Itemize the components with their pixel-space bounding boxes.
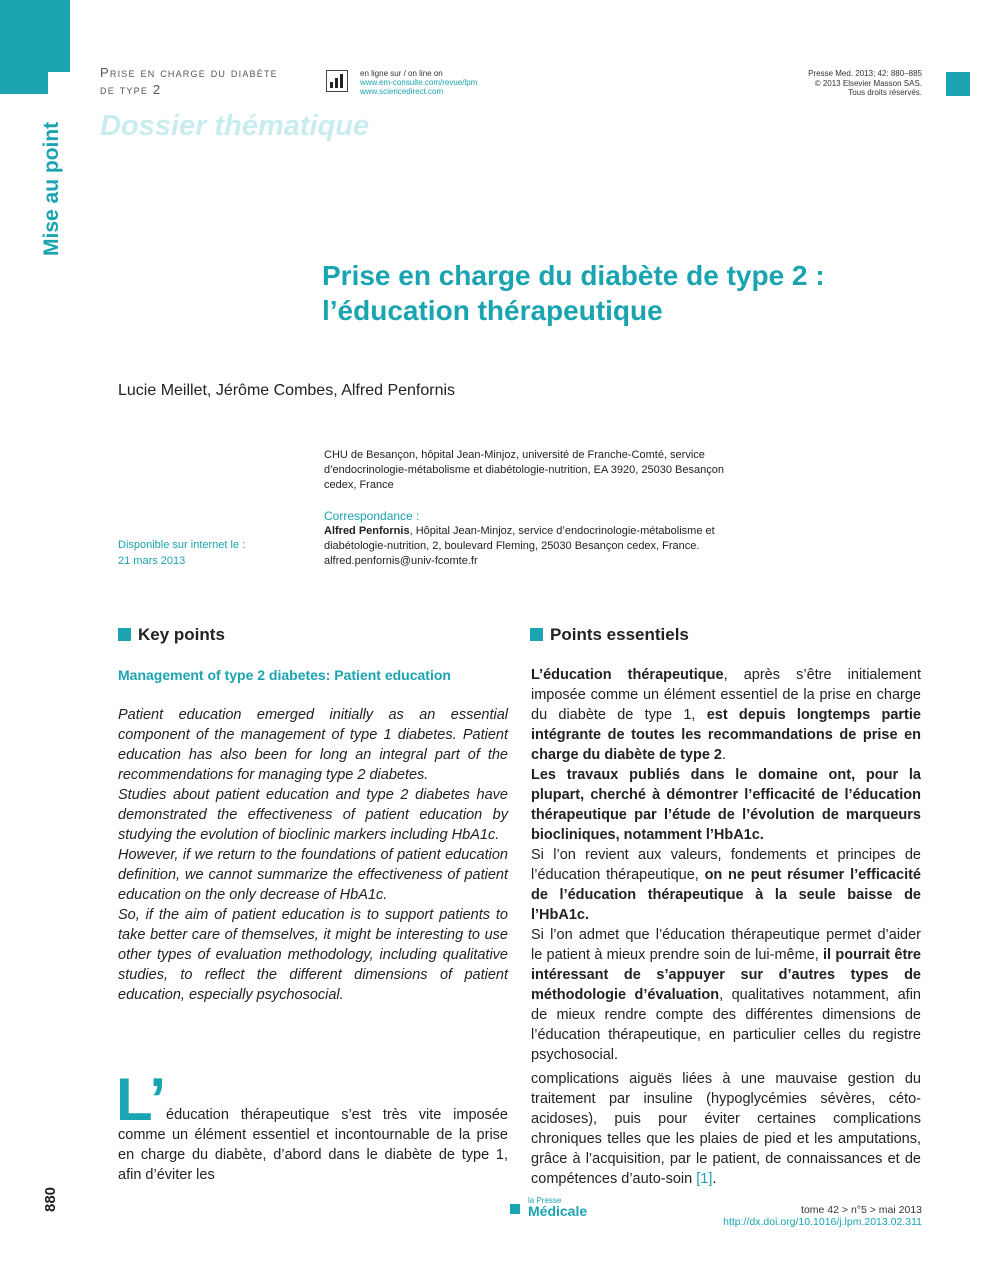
key-points-heading-text: Key points xyxy=(138,625,225,644)
availability xyxy=(118,538,298,569)
key-points-paragraph: So, if the aim of patient education is to support patients to take better care of themselves, it might be interesting to use other types of evaluation methodology, including qualitative studies, to reflect the different dimensions of patient education, especially psychosocial. xyxy=(118,907,508,1003)
key-points-paragraph: Patient education emerged initially as an essential component of the management of type 1 diabetes. Patient education has also been for long an integral part of the recommendations for managing type 2 diabetes. xyxy=(118,707,508,783)
section-label: Dossier thématique xyxy=(100,110,370,142)
corner-block-notch xyxy=(48,72,70,94)
availability-date: 21 mars 2013 xyxy=(118,554,186,567)
article-title-line2: l’éducation thérapeutique xyxy=(322,295,663,326)
points-essentiels-heading xyxy=(530,625,689,645)
em-consulte-link[interactable]: www.em-consulte.com/revue/lpm xyxy=(360,78,478,87)
text: , qualitatives notamment, afin de mieux rendre compte des différentes dimensions de l’éducation thérapeutique, en particulier celles du registre psychosocial. xyxy=(531,987,921,1063)
body-text-right xyxy=(531,1069,921,1189)
text: Si l’on revient aux valeurs, fondements et principes de l’éducation thérapeutique, xyxy=(531,847,921,883)
emphasis: Les travaux publiés dans le domaine ont, pour la plupart, cherché à démontrer l’efficacité de l’éducation thérapeutique par l’étude de l’évolution de marqueurs biocliniques, notamment l’HbA1c. xyxy=(531,767,921,843)
doi-link[interactable]: http://dx.doi.org/10.1016/j.lpm.2013.02.311 xyxy=(723,1216,922,1228)
emphasis: on ne peut résumer l’efficacité de l’éducation thérapeutique à la seule baisse de l’HbA1c. xyxy=(531,867,921,923)
running-title-line1: Prise en charge du diabète xyxy=(100,65,278,80)
emphasis: est depuis longtemps partie intégrante de toutes les recommandations de prise en charge du diabète de type 2 xyxy=(531,707,921,763)
emphasis: L’éducation thérapeutique xyxy=(531,667,724,683)
drop-cap: L’ xyxy=(116,1066,167,1133)
points-essentiels-paragraph xyxy=(531,765,921,845)
text: Si l’on admet que l’éducation thérapeutique permet d’aider le patient à mieux prendre soin de lui-même, xyxy=(531,927,921,963)
key-points-body xyxy=(118,705,508,1005)
square-bullet-icon xyxy=(530,628,543,641)
correspondence-name: Alfred Penfornis xyxy=(324,525,410,537)
copyright: © 2013 Elsevier Masson SAS. xyxy=(814,78,922,88)
article-title xyxy=(322,258,922,328)
online-label: en ligne sur / on line on xyxy=(360,69,443,78)
journal-reference: Presse Med. 2013; 42: 880–885 xyxy=(808,69,922,78)
points-essentiels-paragraph xyxy=(531,665,921,765)
journal-logo xyxy=(528,1195,587,1217)
emphasis: il pourrait être intéressant de s’appuyer sur d’autres types de méthodologie d’évaluation xyxy=(531,947,921,1003)
correspondence-label: Correspondance : xyxy=(324,509,420,523)
logo-small-text: la Presse xyxy=(528,1196,562,1205)
text: . xyxy=(721,747,727,763)
body-text-left xyxy=(118,1105,508,1185)
page-number: 880 xyxy=(42,1186,59,1212)
issue-info: tome 42 > n°5 > mai 2013 xyxy=(801,1204,922,1216)
square-bullet-icon xyxy=(118,628,131,641)
affiliation: CHU de Besançon, hôpital Jean-Minjoz, université de Franche-Comté, service d’endocrinologie-métabolisme et diabétologie-nutrition, EA 3920, 25030 Besançon cedex, France xyxy=(324,449,724,491)
correspondence-address-text: , Hôpital Jean-Minjoz, service d’endocrinologie-métabolisme et diabétologie-nutrition, 2, boulevard Fleming, 25030 Besançon cedex, France. xyxy=(324,525,715,552)
bar-chart-icon xyxy=(326,70,348,92)
running-title xyxy=(100,64,278,98)
article-title-line1: Prise en charge du diabète de type 2 : xyxy=(322,260,825,291)
points-essentiels-heading-text: Points essentiels xyxy=(550,625,689,644)
correspondence-address xyxy=(324,524,744,554)
online-availability xyxy=(360,69,477,96)
running-title-line2: de type 2 xyxy=(100,82,162,97)
logo-square-icon xyxy=(510,1204,520,1214)
body-text-left-content: éducation thérapeutique s’est très vite imposée comme un élément essentiel et incontournable de la prise en charge du diabète, d’abord dans le diabète de type 1, afin d’éviter les xyxy=(118,1107,508,1183)
text: , après s’être initialement imposée comme un élément essentiel de la prise en charge du diabète de type 1, xyxy=(531,667,922,723)
points-essentiels-paragraph xyxy=(531,845,921,925)
points-essentiels-paragraph xyxy=(531,925,921,1065)
logo-big-text: Médicale xyxy=(528,1203,588,1219)
body-text-right-end: . xyxy=(712,1171,717,1187)
authors: Lucie Meillet, Jérôme Combes, Alfred Penfornis xyxy=(118,382,456,399)
rights: Tous droits réservés. xyxy=(848,88,922,97)
sciencedirect-link[interactable]: www.sciencedirect.com xyxy=(360,87,444,96)
reference-link[interactable]: [1] xyxy=(696,1171,713,1187)
availability-label: Disponible sur internet le : xyxy=(118,539,246,551)
key-points-paragraph: However, if we return to the foundations of patient education definition, we cannot summarize the effectiveness of patient education on the only decrease of HbA1c. xyxy=(118,847,508,903)
footer-info xyxy=(640,1204,922,1228)
side-label: Mise au point xyxy=(40,121,63,256)
correspondence-email[interactable]: alfred.penfornis@univ-fcomte.fr xyxy=(324,555,478,567)
points-essentiels-body xyxy=(531,665,921,1065)
key-points-heading xyxy=(118,625,225,645)
correspondence xyxy=(324,509,744,569)
body-text-right-content: complications aiguës liées à une mauvaise gestion du traitement par insuline (hypoglycémies sévères, céto-acidoses), puis pour éviter certaines complications chroniques telles que les plaies de pied et les amputations, grâce à l’acquisition, par le patient, de connaissances et de compétences d’auto-soin xyxy=(531,1071,921,1187)
corner-block-top-right xyxy=(946,72,970,96)
journal-info xyxy=(700,69,922,98)
key-points-paragraph: Studies about patient education and type 2 diabetes have demonstrated the effectiveness of patient education by studying the evolution of bioclinic markers including HbA1c. xyxy=(118,787,508,843)
key-points-subtitle: Management of type 2 diabetes: Patient education xyxy=(118,667,451,683)
